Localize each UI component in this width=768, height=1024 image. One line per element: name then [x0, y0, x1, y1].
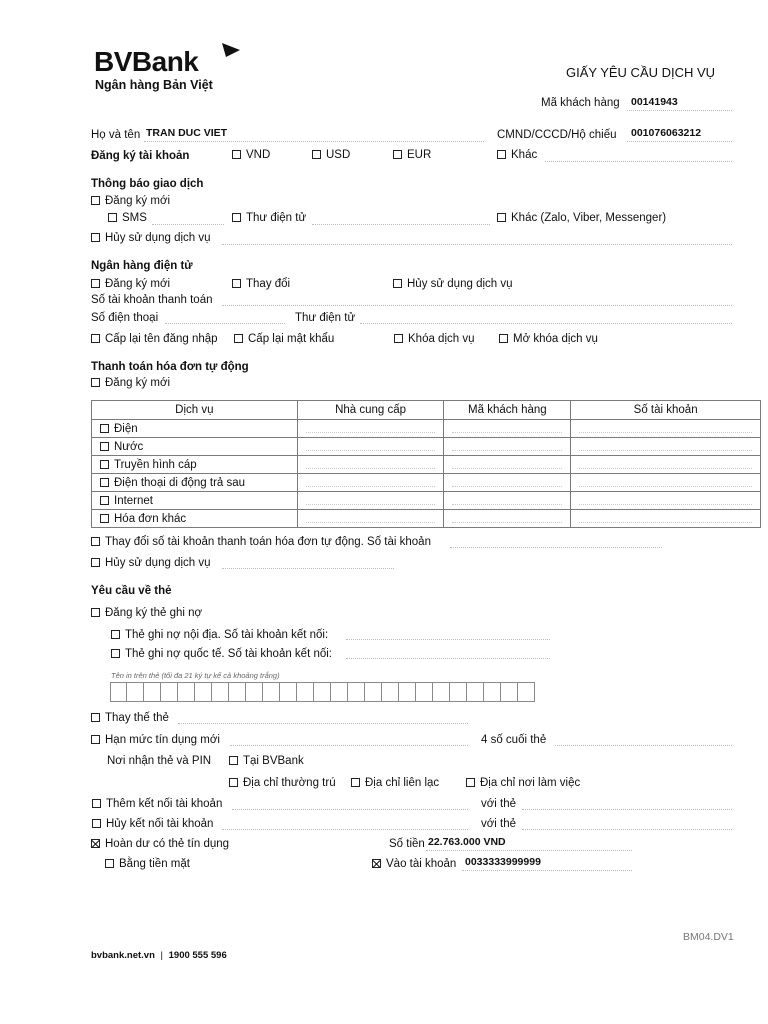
- footer-hotline[interactable]: 1900 555 596: [168, 950, 227, 961]
- autopay-change-account[interactable]: Thay đổi số tài khoản thanh toán hóa đơn tự động. Số tài khoản: [91, 536, 431, 548]
- col-header-customer-code: Mã khách hàng: [444, 401, 571, 420]
- notification-register[interactable]: Đăng ký mới: [91, 195, 170, 207]
- id-number-label: CMND/CCCD/Hộ chiếu: [497, 129, 617, 141]
- table-row: [92, 456, 761, 474]
- card-remove-link[interactable]: Hủy kết nối tài khoản: [92, 818, 213, 830]
- ebanking-lock[interactable]: Khóa dịch vụ: [394, 333, 475, 345]
- account-vnd-option[interactable]: VND: [232, 149, 270, 161]
- checkbox-icon: [100, 514, 109, 523]
- add-link-with-card-label: với thẻ: [481, 798, 517, 810]
- ebanking-register[interactable]: Đăng ký mới: [91, 278, 170, 290]
- bank-name: Ngân hàng Bản Việt: [95, 78, 213, 92]
- full-name-label: Họ và tên: [91, 129, 141, 141]
- account-other-option[interactable]: Khác: [497, 149, 537, 161]
- ebanking-reissue-login[interactable]: Cấp lại tên đăng nhập: [91, 333, 218, 345]
- refund-account-value[interactable]: 0033333999999: [465, 856, 541, 868]
- checkbox-icon: [499, 334, 508, 343]
- notification-cancel[interactable]: Hủy sử dụng dịch vụ: [91, 232, 211, 244]
- table-row: [92, 420, 761, 438]
- customer-code-label: Mã khách hàng: [541, 97, 620, 109]
- checkbox-icon: [91, 233, 100, 242]
- account-eur-option[interactable]: EUR: [393, 149, 431, 161]
- refund-to-account[interactable]: Vào tài khoản: [372, 858, 456, 870]
- checkbox-icon: [91, 334, 100, 343]
- checkbox-icon: [111, 630, 120, 639]
- checkbox-icon: [92, 819, 101, 828]
- service-water[interactable]: Nước: [92, 438, 298, 456]
- refund-amount-value[interactable]: 22.763.000 VND: [428, 836, 506, 848]
- ebanking-account-label: Số tài khoản thanh toán: [91, 294, 213, 306]
- checked-checkbox-icon: [91, 839, 100, 848]
- full-name-value[interactable]: TRAN DUC VIET: [146, 127, 228, 139]
- autopay-cancel[interactable]: Hủy sử dụng dịch vụ: [91, 557, 211, 569]
- checkbox-icon: [105, 859, 114, 868]
- checkbox-icon: [393, 279, 402, 288]
- col-header-provider: Nhà cung cấp: [297, 401, 444, 420]
- service-electricity[interactable]: Điện: [92, 420, 298, 438]
- card-debit-register[interactable]: Đăng ký thẻ ghi nợ: [91, 607, 202, 619]
- name-on-card-hint: Tên in trên thẻ (tối đa 21 ký tự kể cả khoảng trắng): [111, 671, 280, 680]
- service-internet[interactable]: Internet: [92, 492, 298, 510]
- checkbox-icon: [91, 378, 100, 387]
- notification-other[interactable]: Khác (Zalo, Viber, Messenger): [497, 212, 666, 224]
- card-domestic-debit[interactable]: Thẻ ghi nợ nội địa. Số tài khoản kết nối:: [111, 629, 328, 641]
- autopay-register[interactable]: Đăng ký mới: [91, 377, 170, 389]
- card-international-debit[interactable]: Thẻ ghi nợ quốc tế. Số tài khoản kết nối:: [111, 648, 332, 660]
- account-usd-option[interactable]: USD: [312, 149, 350, 161]
- card-new-limit[interactable]: Hạn mức tín dụng mới: [91, 734, 220, 746]
- footer-website[interactable]: bvbank.net.vn: [91, 950, 155, 961]
- id-number-value[interactable]: 001076063212: [631, 127, 702, 139]
- checkbox-icon: [229, 756, 238, 765]
- ebanking-phone-label: Số điện thoại: [91, 312, 159, 324]
- account-register-label: Đăng ký tài khoản: [91, 150, 190, 162]
- receive-at-bvbank[interactable]: Tại BVBank: [229, 755, 304, 767]
- name-on-card-boxes[interactable]: [110, 682, 535, 702]
- service-cable-tv[interactable]: Truyền hình cáp: [92, 456, 298, 474]
- checkbox-icon: [394, 334, 403, 343]
- ebanking-unlock[interactable]: Mở khóa dịch vụ: [499, 333, 598, 345]
- checkbox-icon: [497, 150, 506, 159]
- checkbox-icon: [91, 537, 100, 546]
- card-add-link[interactable]: Thêm kết nối tài khoản: [92, 798, 222, 810]
- notification-sms[interactable]: SMS: [108, 212, 147, 224]
- checkbox-icon: [108, 213, 117, 222]
- checkbox-icon: [100, 424, 109, 433]
- checkbox-icon: [111, 649, 120, 658]
- receive-at-label: Nơi nhận thẻ và PIN: [107, 755, 212, 767]
- ebanking-change[interactable]: Thay đổi: [232, 278, 290, 290]
- notification-email[interactable]: Thư điện tử: [232, 212, 306, 224]
- checkbox-icon: [91, 608, 100, 617]
- footer-separator: |: [160, 950, 163, 961]
- checkbox-icon: [91, 558, 100, 567]
- table-row: [92, 438, 761, 456]
- form-code: BM04.DV1: [683, 931, 734, 943]
- autopay-title: Thanh toán hóa đơn tự động: [91, 361, 249, 373]
- checkbox-icon: [351, 778, 360, 787]
- refund-cash[interactable]: Bằng tiền mặt: [105, 858, 190, 870]
- checkbox-icon: [91, 279, 100, 288]
- ebanking-reissue-password[interactable]: Cấp lại mật khẩu: [234, 333, 334, 345]
- checked-checkbox-icon: [372, 859, 381, 868]
- checkbox-icon: [100, 442, 109, 451]
- checkbox-icon: [234, 334, 243, 343]
- checkbox-icon: [91, 713, 100, 722]
- checkbox-icon: [232, 279, 241, 288]
- receive-permanent-address[interactable]: Địa chỉ thường trú: [229, 777, 336, 789]
- checkbox-icon: [100, 478, 109, 487]
- table-row: [92, 510, 761, 528]
- refund-amount-label: Số tiền: [389, 838, 425, 850]
- service-postpaid-mobile[interactable]: Điện thoại di động trả sau: [92, 474, 298, 492]
- checkbox-icon: [100, 496, 109, 505]
- table-row: [92, 474, 761, 492]
- checkbox-icon: [229, 778, 238, 787]
- form-title: GIẤY YÊU CẦU DỊCH VỤ: [566, 65, 716, 80]
- checkbox-icon: [497, 213, 506, 222]
- table-row: [92, 492, 761, 510]
- checkbox-icon: [466, 778, 475, 787]
- customer-code-value[interactable]: 00141943: [631, 96, 678, 108]
- ebanking-email-label: Thư điện tử: [295, 312, 356, 324]
- col-header-service: Dịch vụ: [92, 401, 298, 420]
- checkbox-icon: [91, 196, 100, 205]
- receive-contact-address[interactable]: Địa chỉ liên lạc: [351, 777, 439, 789]
- autopay-services-table: [91, 400, 761, 528]
- remove-link-with-card-label: với thẻ: [481, 818, 517, 830]
- ebanking-cancel[interactable]: Hủy sử dụng dịch vụ: [393, 278, 513, 290]
- checkbox-icon: [100, 460, 109, 469]
- checkbox-icon: [232, 150, 241, 159]
- receive-work-address[interactable]: Địa chỉ nơi làm việc: [466, 777, 580, 789]
- checkbox-icon: [92, 799, 101, 808]
- service-other-bill[interactable]: Hóa đơn khác: [92, 510, 298, 528]
- checkbox-icon: [91, 735, 100, 744]
- logo-flag-icon: [222, 43, 240, 59]
- col-header-account: Số tài khoản: [571, 401, 761, 420]
- last4-label: 4 số cuối thẻ: [481, 734, 547, 746]
- bvbank-logo: BVBank: [94, 46, 199, 77]
- footer-contact: [91, 950, 227, 961]
- card-refund[interactable]: Hoàn dư có thẻ tín dụng: [91, 838, 229, 850]
- ebanking-title: Ngân hàng điện tử: [91, 260, 193, 272]
- checkbox-icon: [393, 150, 402, 159]
- notification-title: Thông báo giao dịch: [91, 178, 204, 190]
- checkbox-icon: [232, 213, 241, 222]
- card-replace[interactable]: Thay thế thẻ: [91, 712, 169, 724]
- card-title: Yêu cầu về thẻ: [91, 585, 172, 597]
- checkbox-icon: [312, 150, 321, 159]
